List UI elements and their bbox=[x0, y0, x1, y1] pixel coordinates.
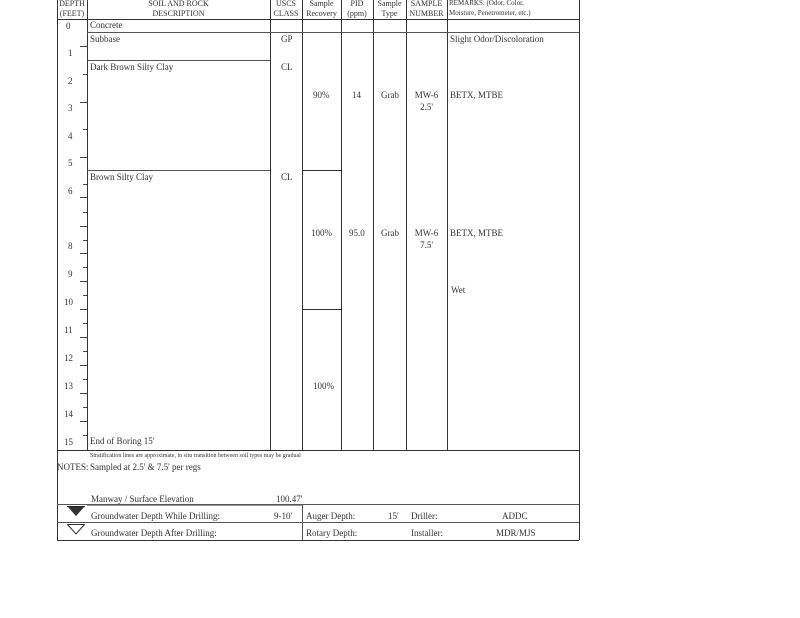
sample-2-pid: 95.0 bbox=[349, 228, 365, 238]
sample-line-2 bbox=[302, 309, 341, 310]
depth-label: 10 bbox=[64, 297, 73, 307]
depth-label: 12 bbox=[64, 353, 73, 363]
col-divider-pid bbox=[373, 0, 374, 450]
layer-remark-subbase: Slight Odor/Discoloration bbox=[450, 34, 544, 44]
depth-tick bbox=[83, 407, 87, 408]
depth-tick bbox=[80, 102, 87, 103]
header-sample-number: SAMPLE NUMBER bbox=[409, 0, 444, 18]
depth-tick bbox=[83, 184, 87, 185]
depth-tick bbox=[80, 281, 87, 282]
depth-tick bbox=[80, 46, 87, 47]
col-divider-type bbox=[406, 0, 407, 450]
depth-label: 15 bbox=[64, 437, 73, 447]
sample-2-type: Grab bbox=[381, 228, 399, 238]
auger-depth-value: 15' bbox=[388, 511, 399, 521]
col-divider-uscs bbox=[302, 0, 303, 450]
header-remarks: REMARKS: (Odor, Color, Moisture, Penetrometer, etc.) bbox=[449, 0, 531, 17]
layer-uscs-brown-clay: CL bbox=[281, 172, 293, 182]
footer-bottom-line bbox=[57, 540, 579, 541]
extra-remark-wet: Wet bbox=[451, 285, 466, 295]
gw-after-drilling-label: Groundwater Depth After Drilling: bbox=[91, 528, 217, 538]
depth-label: 11 bbox=[64, 325, 73, 335]
depth-tick bbox=[83, 240, 87, 241]
border-right bbox=[579, 0, 580, 540]
depth-tick bbox=[83, 435, 87, 436]
notes-text: Sampled at 2.5' & 7.5' per regs bbox=[90, 462, 201, 472]
gw-while-drilling-label: Groundwater Depth While Drilling: bbox=[91, 511, 221, 521]
layer-desc-end-of-boring: End of Boring 15' bbox=[90, 436, 155, 446]
header-pid: PID (ppm) bbox=[347, 0, 367, 18]
header-bottom-line bbox=[57, 19, 579, 20]
layer-uscs-dark-brown-clay: CL bbox=[281, 62, 293, 72]
depth-tick bbox=[80, 309, 87, 310]
depth-tick bbox=[80, 393, 87, 394]
header-sample-type: Sample Type bbox=[377, 0, 402, 18]
depth-label: 8 bbox=[68, 241, 73, 251]
depth-label: 13 bbox=[64, 381, 73, 391]
depth-label: 3 bbox=[68, 103, 73, 113]
log-bottom-line bbox=[57, 450, 579, 451]
notes-label: NOTES: bbox=[57, 462, 89, 472]
layer-desc-subbase: Subbase bbox=[90, 34, 120, 44]
sample-2-number: MW-6 7.5' bbox=[414, 228, 439, 250]
header-recovery: Sample Recovery bbox=[306, 0, 337, 18]
sample-2-recovery: 100% bbox=[311, 228, 332, 238]
water-level-hollow-icon bbox=[67, 524, 85, 535]
depth-label: 1 bbox=[68, 48, 73, 58]
auger-depth-label: Auger Depth: bbox=[306, 511, 356, 521]
depth-label: 4 bbox=[68, 131, 73, 141]
layer-line-subbase bbox=[87, 60, 270, 61]
depth-tick bbox=[83, 295, 87, 296]
depth-label: 2 bbox=[68, 76, 73, 86]
layer-line-dark-clay bbox=[87, 170, 270, 171]
sample-line-1 bbox=[302, 170, 341, 171]
gw-while-drilling-value: 9-10' bbox=[274, 511, 293, 521]
col-divider-depth bbox=[87, 0, 88, 450]
sample-1-type: Grab bbox=[381, 90, 399, 100]
layer-desc-dark-brown-clay: Dark Brown Silty Clay bbox=[90, 62, 174, 72]
rotary-depth-label: Rotary Depth: bbox=[306, 528, 358, 538]
driller-label: Driller: bbox=[411, 511, 438, 521]
col-divider-desc bbox=[270, 0, 271, 450]
depth-label: 0 bbox=[66, 21, 71, 31]
depth-tick bbox=[83, 351, 87, 352]
col-divider-recovery bbox=[341, 0, 342, 450]
border-left bbox=[57, 0, 58, 540]
manway-value: 100.47' bbox=[276, 494, 303, 504]
header-depth: DEPTH (FEET) bbox=[59, 0, 85, 18]
layer-desc-concrete: Concrete bbox=[90, 20, 123, 30]
header-description: SOIL AND ROCK DESCRIPTION bbox=[148, 0, 209, 18]
col-divider-number bbox=[447, 0, 448, 450]
footer-row-line bbox=[57, 522, 579, 523]
depth-tick bbox=[80, 253, 87, 254]
depth-tick bbox=[83, 74, 87, 75]
depth-tick bbox=[80, 157, 87, 158]
sample-1-recovery: 90% bbox=[313, 90, 330, 100]
water-level-filled-icon bbox=[67, 506, 85, 517]
depth-tick bbox=[80, 337, 87, 338]
layer-uscs-subbase: GP bbox=[281, 34, 293, 44]
sample-1-remark: BETX, MTBE bbox=[450, 90, 503, 100]
installer-value: MDR/MJS bbox=[496, 528, 536, 538]
depth-tick bbox=[83, 323, 87, 324]
layer-line-concrete bbox=[87, 32, 579, 33]
manway-underline bbox=[87, 505, 302, 506]
depth-tick bbox=[80, 365, 87, 366]
depth-tick bbox=[83, 212, 87, 213]
depth-tick bbox=[83, 379, 87, 380]
sample-2-remark: BETX, MTBE bbox=[450, 228, 503, 238]
depth-tick bbox=[80, 421, 87, 422]
depth-label: 9 bbox=[68, 269, 73, 279]
footer-divider bbox=[302, 504, 303, 540]
depth-tick bbox=[83, 267, 87, 268]
driller-value: ADDC bbox=[502, 511, 528, 521]
depth-label: 5 bbox=[68, 158, 73, 168]
sample-1-pid: 14 bbox=[352, 90, 361, 100]
layer-desc-brown-clay: Brown Silty Clay bbox=[90, 172, 154, 182]
sample-1-number: MW-6 2.5' bbox=[414, 90, 439, 112]
installer-label: Installer: bbox=[411, 528, 443, 538]
stratification-note: Stratification lines are approximate, in situ transition between soil types may be gradual bbox=[90, 453, 301, 459]
sample-3-recovery: 100% bbox=[313, 381, 334, 391]
manway-label: Manway / Surface Elevation bbox=[91, 494, 194, 504]
depth-label: 6 bbox=[68, 186, 73, 196]
depth-label: 14 bbox=[64, 409, 73, 419]
depth-tick bbox=[80, 226, 87, 227]
depth-tick bbox=[80, 197, 87, 198]
depth-tick bbox=[83, 129, 87, 130]
header-uscs: USCS CLASS bbox=[273, 0, 299, 18]
